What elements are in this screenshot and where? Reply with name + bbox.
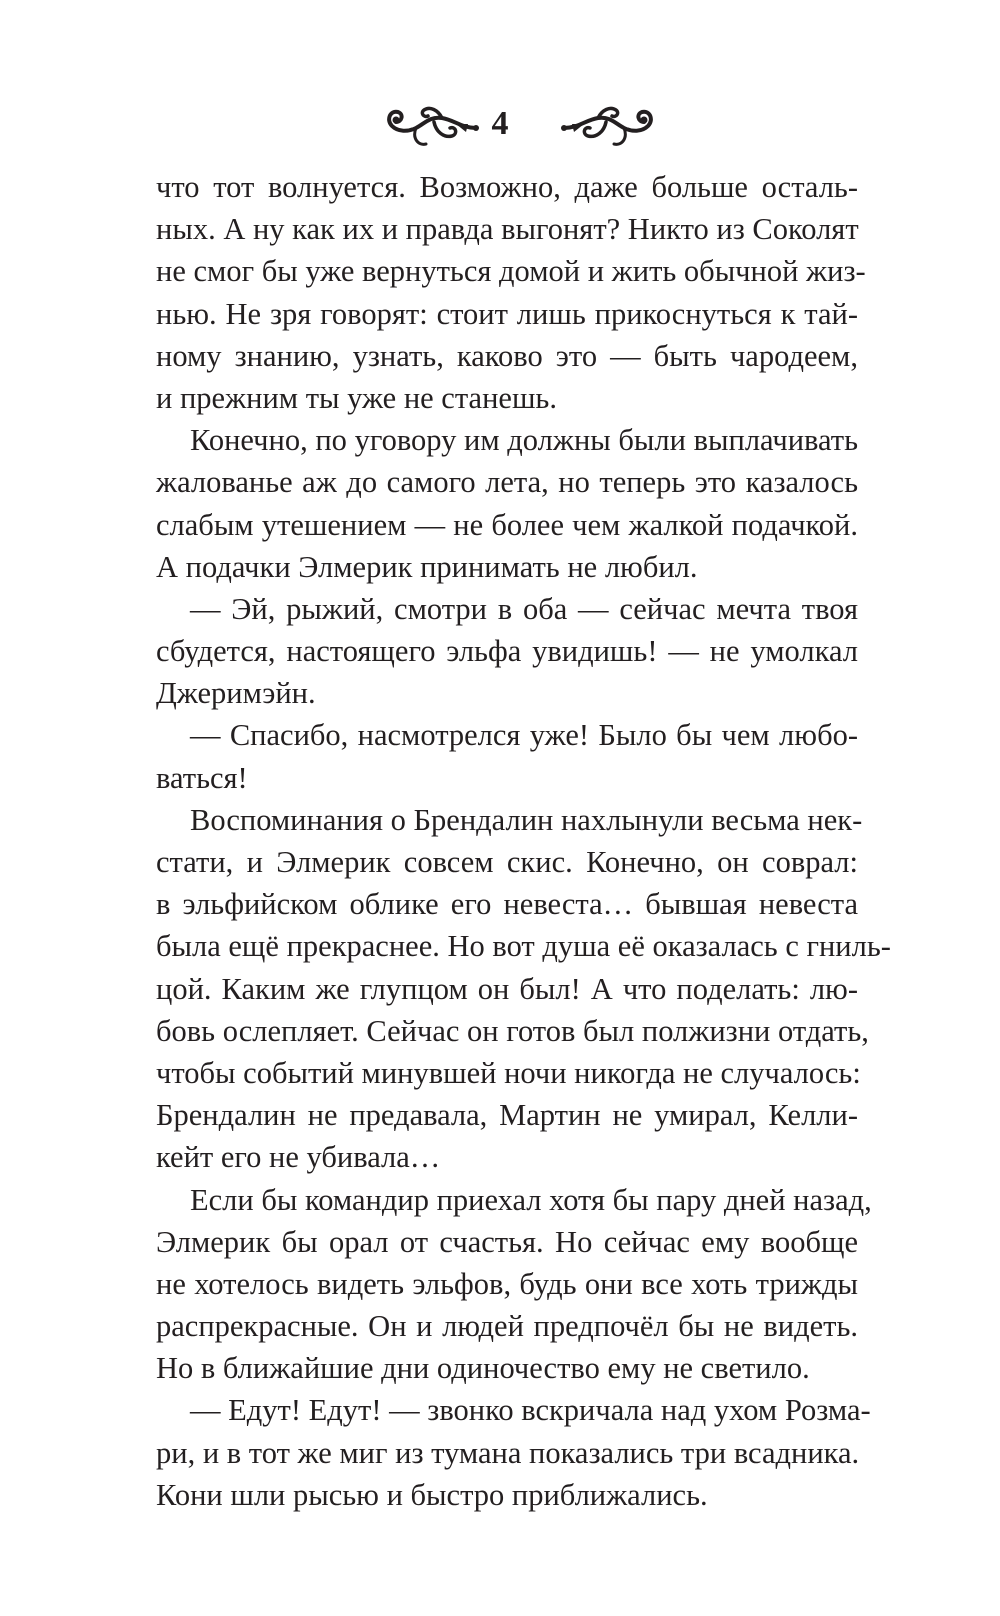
text-line: Элмерик бы орал от счастья. Но сейчас ему вообще	[156, 1224, 858, 1259]
page-number: 4	[491, 105, 509, 142]
text-line: распрекрасные. Он и людей предпочёл бы не видеть.	[156, 1309, 858, 1344]
text-line: ваться!	[156, 760, 248, 795]
text-line: не смог бы уже вернуться домой и жить обычной жиз-	[156, 254, 866, 289]
text-line: Если бы командир приехал хотя бы пару дней назад,	[190, 1182, 872, 1217]
text-line: — Спасибо, насмотрелся уже! Было бы чем любо-	[190, 718, 858, 753]
text-line: стати, и Элмерик совсем скис. Конечно, он соврал:	[156, 845, 858, 879]
text-line: нью. Не зря говорят: стоит лишь прикоснуться к тай-	[156, 296, 858, 331]
text-line: Воспоминания о Брендалин нахлынули весьма нек-	[190, 802, 863, 837]
text-line: слабым утешением — не более чем жалкой подачкой.	[156, 507, 858, 542]
left-flourish-ornament-icon	[372, 98, 482, 154]
body-text	[156, 166, 891, 1516]
text-line: ри, и в тот же миг из тумана показались три всадника.	[156, 1435, 860, 1470]
text-line: — Эй, рыжий, смотри в оба — сейчас мечта твоя	[190, 591, 858, 626]
text-line: Брендалин не предавала, Мартин не умирал, Келли-	[156, 1098, 858, 1133]
text-line: бовь ослепляет. Сейчас он готов был полжизни отдать,	[156, 1013, 869, 1048]
text-line: Но в ближайшие дни одиночество ему не светило.	[156, 1351, 810, 1386]
right-flourish-ornament-icon	[558, 98, 668, 154]
text-line: что тот волнуется. Возможно, даже больше осталь-	[156, 170, 858, 204]
text-line: ному знанию, узнать, каково это — быть чародеем,	[156, 338, 858, 373]
text-line: Кони шли рысью и быстро приближались.	[156, 1477, 708, 1512]
text-line: ных. А ну как их и правда выгонят? Никто из Соколят	[156, 212, 859, 247]
text-line: чтобы событий минувшей ночи никогда не случалось:	[156, 1055, 861, 1090]
text-line: А подачки Элмерик принимать не любил.	[156, 549, 698, 584]
text-line: Джеримэйн.	[156, 676, 316, 711]
text-line: не хотелось видеть эльфов, будь они все хоть трижды	[156, 1266, 858, 1301]
page-header	[0, 98, 1000, 154]
text-line: кейт его не убивала…	[156, 1140, 441, 1175]
text-line: — Едут! Едут! — звонко вскричала над ухом Розма-	[190, 1393, 871, 1428]
text-line: и прежним ты уже не станешь.	[156, 380, 557, 415]
text-line: цой. Каким же глупцом он был! А что поделать: лю-	[156, 971, 858, 1006]
text-line: сбудется, настоящего эльфа увидишь! — не умолкал	[156, 634, 858, 669]
text-line: была ещё прекраснее. Но вот душа её оказалась с гниль-	[156, 929, 891, 964]
text-line: Конечно, по уговору им должны были выплачивать	[190, 423, 858, 458]
text-line: в эльфийском облике его невеста… бывшая невеста	[156, 887, 858, 922]
text-line: жалованье аж до самого лета, но теперь это казалось	[156, 465, 858, 500]
